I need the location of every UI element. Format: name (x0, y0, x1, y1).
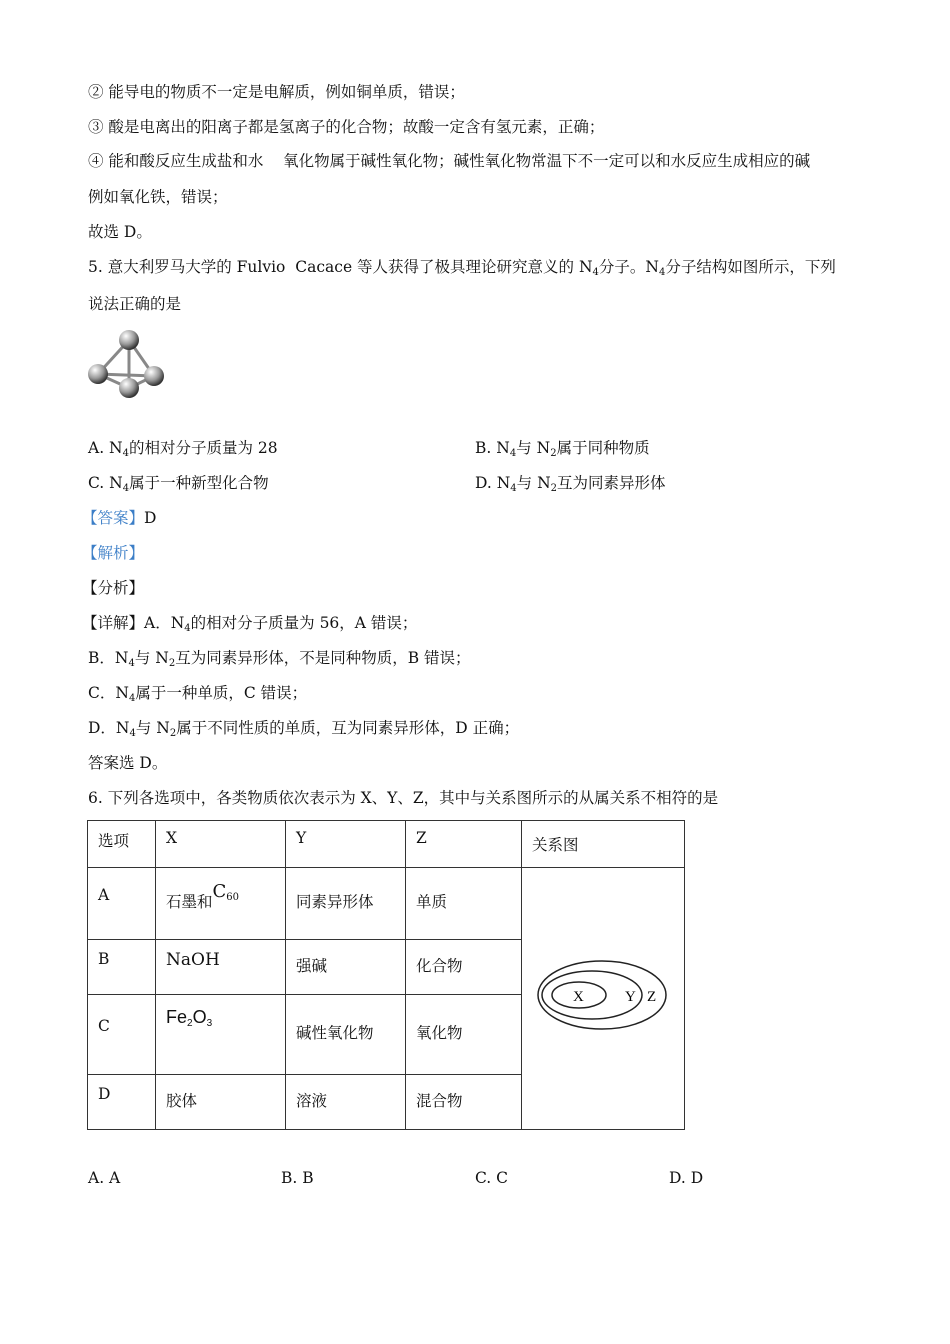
detail-b (88, 648, 471, 674)
classification-table (87, 820, 685, 1130)
text-line: ④ 能和酸反应生成盐和水 氧化物属于碱性氧化物；碱性氧化物常温下不一定可以和水反应生成相应的碱 (88, 152, 811, 170)
header-cell: X (156, 821, 286, 868)
subscript: 4 (128, 658, 135, 669)
t: 属于同种物质 (556, 439, 650, 457)
analysis-tag: 【解析】 (82, 544, 145, 562)
t: 与 N (516, 474, 551, 492)
subscript: 4 (509, 448, 517, 459)
t: 【详解】A．N (82, 614, 185, 632)
option-a (88, 438, 278, 464)
option-cell: B (88, 940, 156, 995)
subscript: 4 (122, 448, 129, 459)
conclusion: 答案选 D。 (88, 754, 168, 772)
text-line: ② 能导电的物质不一定是电解质，例如铜单质，错误； (88, 83, 465, 101)
t: 5. 意大利罗马大学的 Fulvio Cacace 等人获得了极具理论研究意义的 N (88, 258, 593, 276)
fenxi-tag: 【分析】 (82, 579, 145, 597)
x-cell (156, 868, 286, 940)
t: 互为同素异形体 (557, 474, 666, 492)
question-5-stem-2: 说法正确的是 (88, 295, 182, 313)
t: C (212, 881, 227, 902)
subscript: 4 (122, 483, 130, 494)
text-line: ③ 酸是电离出的阳离子都是氢离子的化合物；故酸一定含有氢元素，正确； (88, 118, 605, 136)
subscript: 2 (168, 658, 176, 669)
y-cell: 同素异形体 (286, 868, 406, 940)
t: 与 N (135, 719, 170, 737)
t: O (192, 1007, 207, 1027)
option-cell: D (88, 1075, 156, 1130)
label-x: X (573, 988, 584, 1005)
text-line: 故选 D。 (88, 223, 152, 241)
subscript: 4 (128, 693, 136, 704)
x-cell: NaOH (156, 940, 286, 995)
table-row (88, 868, 685, 940)
y-cell: 强碱 (286, 940, 406, 995)
subscript: 4 (658, 267, 666, 278)
t: 与 N (516, 439, 551, 457)
detail-a (82, 613, 417, 639)
answer-value: D (144, 509, 157, 527)
z-cell: 混合物 (406, 1075, 522, 1130)
detail-d (88, 718, 519, 744)
subscript: 4 (592, 267, 599, 278)
x-cell: 胶体 (156, 1075, 286, 1130)
t: 的相对分子质量为 28 (129, 439, 278, 457)
subscript: 2 (187, 1018, 193, 1029)
choice-c: C. C (475, 1169, 509, 1187)
nested-ellipse-diagram (522, 947, 684, 1047)
question-5-stem (88, 257, 836, 283)
t: A. N (88, 439, 123, 457)
subscript: 60 (226, 892, 240, 903)
t: C．N (88, 684, 129, 702)
header-cell: Z (406, 821, 522, 868)
t: B．N (88, 649, 129, 667)
n4-molecule-image (86, 326, 168, 402)
t: 互为同素异形体，不是同种物质，B 错误； (175, 649, 471, 667)
header-cell: 关系图 (522, 821, 685, 868)
t: 石墨和 (166, 893, 213, 911)
subscript: 2 (550, 483, 558, 494)
option-d (475, 473, 666, 499)
subscript: 2 (550, 448, 557, 459)
t: 的相对分子质量为 56，A 错误； (190, 614, 418, 632)
label-z: Z (647, 988, 657, 1005)
y-cell: 碱性氧化物 (286, 995, 406, 1075)
t: B. N (475, 439, 510, 457)
answer-tag: 【答案】 (82, 509, 145, 527)
option-b (475, 438, 650, 464)
z-cell: 单质 (406, 868, 522, 940)
z-cell: 氧化物 (406, 995, 522, 1075)
t: Fe (166, 1007, 188, 1027)
subscript: 3 (206, 1018, 213, 1029)
choice-b: B. B (281, 1169, 314, 1187)
y-cell: 溶液 (286, 1075, 406, 1130)
header-cell: 选项 (88, 821, 156, 868)
detail-c (88, 683, 307, 709)
z-cell: 化合物 (406, 940, 522, 995)
choice-a: A. A (88, 1169, 121, 1187)
label-y: Y (625, 988, 636, 1005)
option-cell: A (88, 868, 156, 940)
subscript: 4 (129, 728, 136, 739)
option-c (88, 473, 269, 499)
text-line: 例如氧化铁，错误； (88, 188, 228, 206)
t: 属于一种新型化合物 (129, 474, 269, 492)
choice-d: D. D (669, 1169, 704, 1187)
t: 分子结构如图所示，下列 (665, 258, 836, 276)
table-header-row (88, 821, 685, 868)
t: 分子。N (598, 258, 659, 276)
x-cell (156, 995, 286, 1075)
relation-diagram-cell (522, 868, 685, 1130)
t: 与 N (134, 649, 169, 667)
answer-line (82, 508, 156, 528)
subscript: 4 (184, 623, 191, 634)
t: C. N (88, 474, 123, 492)
subscript: 4 (510, 483, 517, 494)
question-6-stem: 6. 下列各选项中，各类物质依次表示为 X、Y、Z，其中与关系图所示的从属关系不相符的是 (88, 789, 719, 807)
t: 属于一种单质，C 错误； (135, 684, 308, 702)
t: D．N (88, 719, 130, 737)
header-cell: Y (286, 821, 406, 868)
subscript: 2 (169, 728, 177, 739)
option-cell: C (88, 995, 156, 1075)
t: 属于不同性质的单质，互为同素异形体，D 正确； (176, 719, 520, 737)
t: D. N (475, 474, 511, 492)
